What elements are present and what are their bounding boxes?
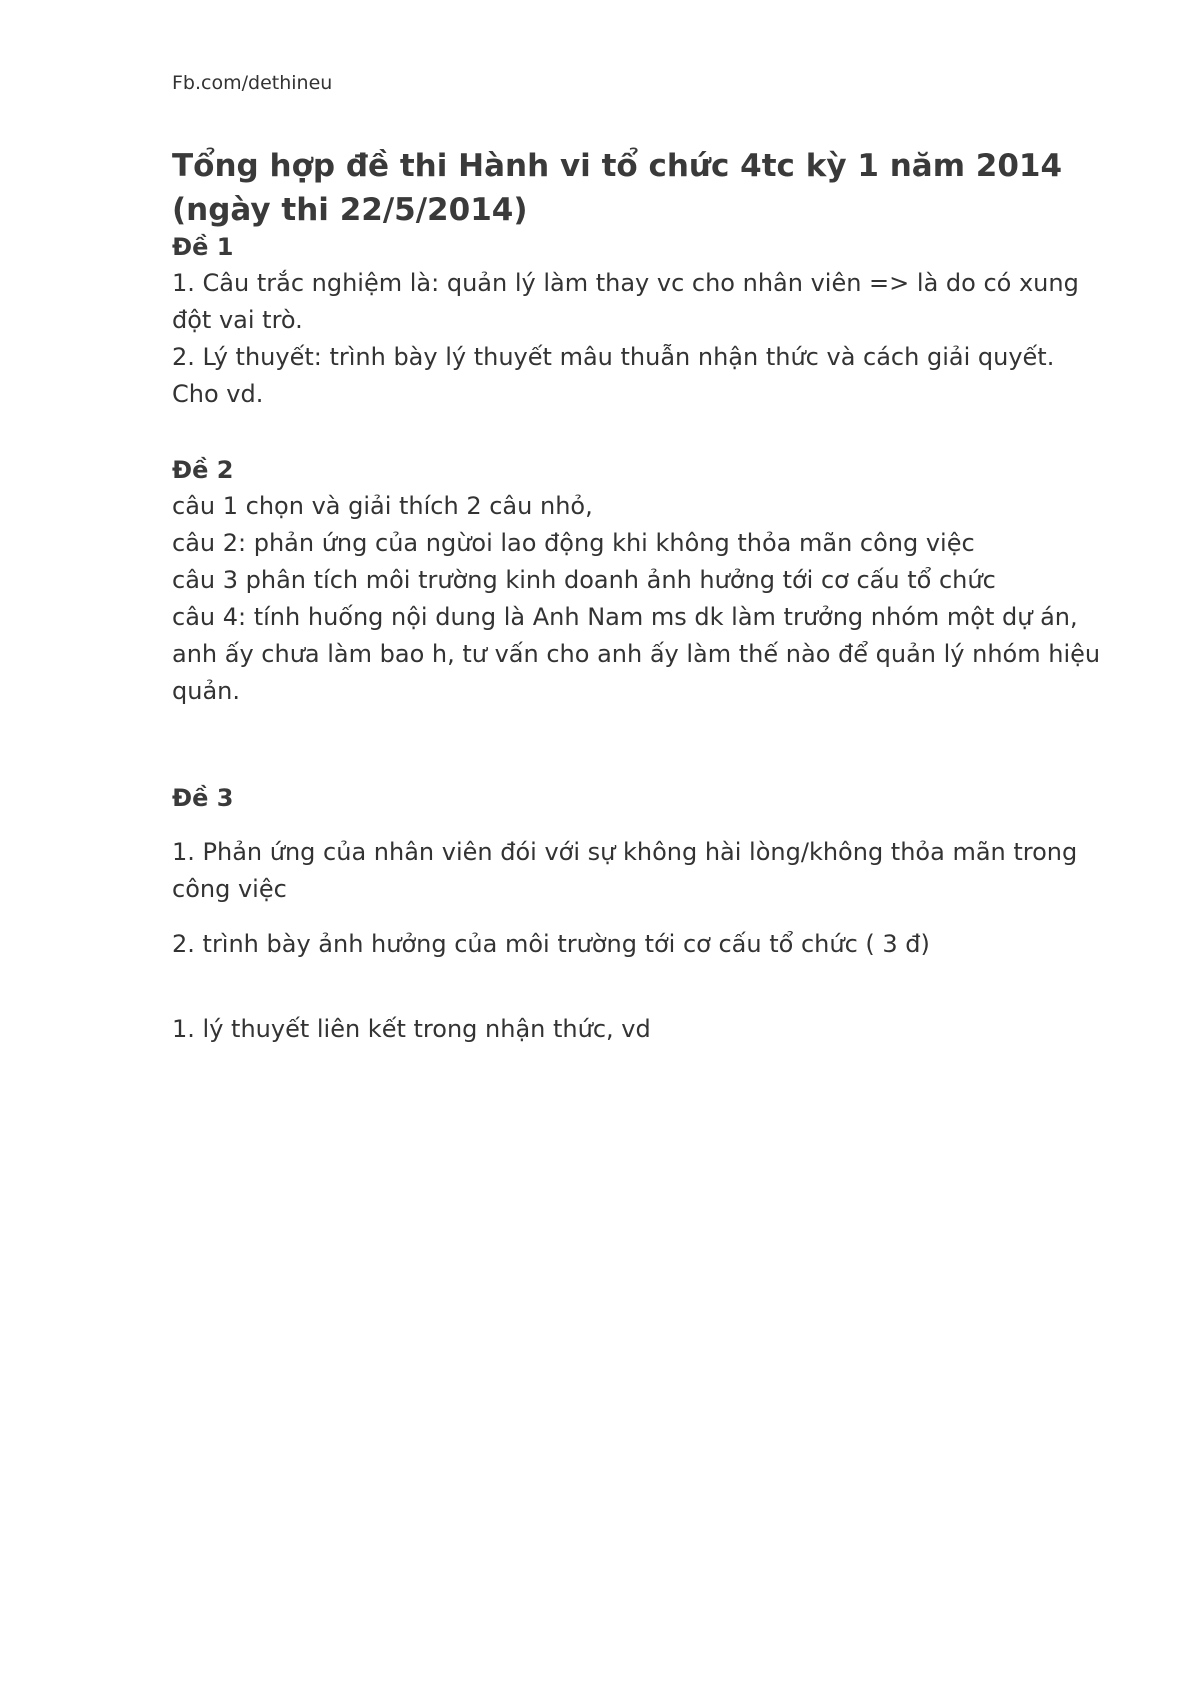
- question-line: 1. Câu trắc nghiệm là: quản lý làm thay vc cho nhân viên => là do có xung đột vai trò.: [172, 269, 1079, 334]
- question-line: câu 1 chọn và giải thích 2 câu nhỏ,: [172, 492, 593, 520]
- section-heading: Đề 1: [172, 233, 234, 261]
- document-title: Tổng hợp đề thi Hành vi tổ chức 4tc kỳ 1 năm 2014 (ngày thi 22/5/2014): [172, 148, 1063, 228]
- question-line: câu 3 phân tích môi trường kinh doanh ảnh hưởng tới cơ cấu tổ chức: [172, 566, 996, 594]
- section-heading: Đề 2: [172, 456, 234, 484]
- exam-section-1: [172, 229, 1107, 413]
- section-heading: Đề 3: [172, 784, 234, 812]
- question-line: câu 4: tính huống nội dung là Anh Nam ms dk làm trưởng nhóm một dự án, anh ấy chưa làm bao h, tư vấn cho anh ấy làm thế nào để quản lý nhóm hiệu quản.: [172, 603, 1101, 705]
- question-line: 1. lý thuyết liên kết trong nhận thức, vd: [172, 1015, 651, 1043]
- question-line: 2. trình bày ảnh hưởng của môi trường tới cơ cấu tổ chức ( 3 đ): [172, 930, 930, 958]
- exam-section-3: [172, 780, 1107, 1048]
- question-line: 2. Lý thuyết: trình bày lý thuyết mâu thuẫn nhận thức và cách giải quyết. Cho vd.: [172, 343, 1055, 408]
- exam-section-2: [172, 452, 1107, 710]
- header-link[interactable]: Fb.com/dethineu: [172, 72, 333, 94]
- question-line: 1. Phản ứng của nhân viên đói với sự không hài lòng/không thỏa mãn trong công việc: [172, 838, 1078, 903]
- question-line: câu 2: phản ứng của ngừoi lao động khi không thỏa mãn công việc: [172, 529, 975, 557]
